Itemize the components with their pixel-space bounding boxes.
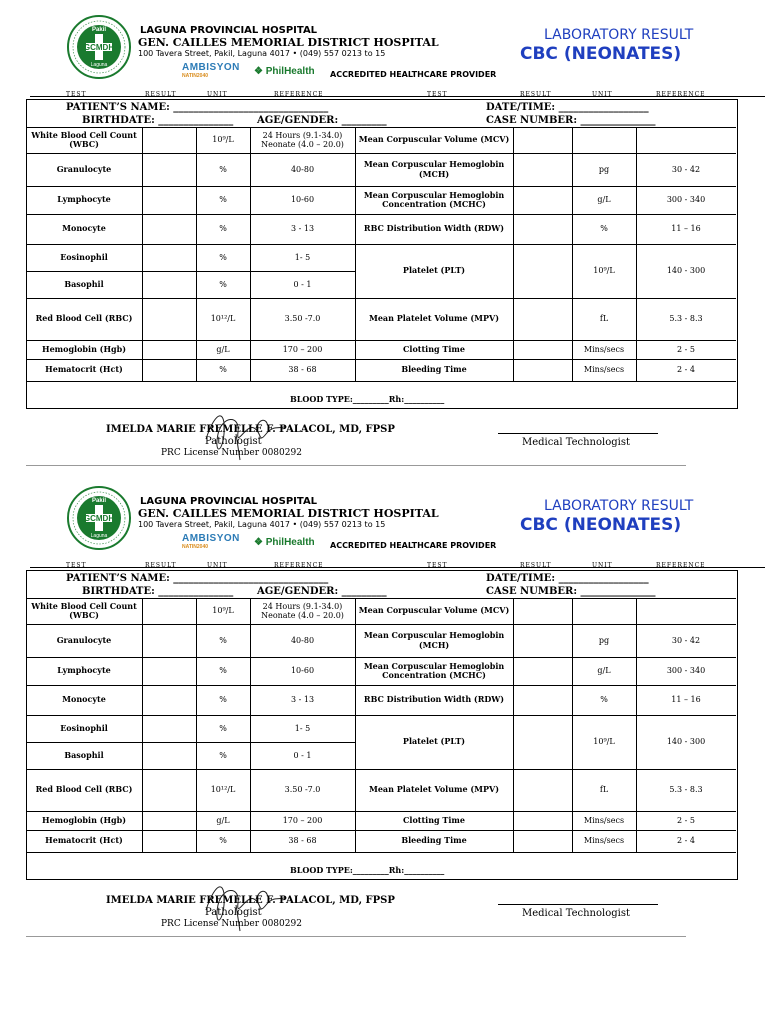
reference-cell: 3.50 -7.0 <box>284 314 321 324</box>
case-number-field[interactable]: CASE NUMBER: _______________ <box>486 115 656 126</box>
pathologist-license: PRC License Number 0080292 <box>161 919 302 929</box>
hospital-name-provincial: LAGUNA PROVINCIAL HOSPITAL <box>140 25 318 36</box>
result-cell[interactable] <box>142 127 196 153</box>
test-name-cell: Mean Corpuscular Hemoglobin Concentration (MCHC) <box>363 189 505 209</box>
reference-cell: 2 - 4 <box>677 836 695 846</box>
result-cell[interactable] <box>513 153 572 186</box>
column-header: TEST <box>66 562 87 569</box>
accredited-provider-label: ACCREDITED HEALTHCARE PROVIDER <box>330 70 497 79</box>
test-name-cell: Hemoglobin (Hgb) <box>42 343 126 354</box>
result-cell[interactable] <box>142 685 196 715</box>
result-cell[interactable] <box>142 769 196 811</box>
medtech-role: Medical Technologist <box>522 908 630 919</box>
test-name-cell: Mean Corpuscular Volume (MCV) <box>358 134 510 145</box>
unit-cell: % <box>219 836 227 846</box>
reference-cell: 3.50 -7.0 <box>284 785 321 795</box>
column-header: RESULT <box>145 91 177 98</box>
unit-cell: pg <box>598 635 610 645</box>
unit-cell: 10⁹/L <box>212 606 234 616</box>
column-header: RESULT <box>520 562 552 569</box>
test-name-cell: RBC Distribution Width (RDW) <box>363 223 505 234</box>
unit-cell: % <box>219 224 227 234</box>
test-name-cell: Lymphocyte <box>57 194 111 205</box>
unit-cell: % <box>219 195 227 205</box>
result-cell[interactable] <box>142 657 196 685</box>
test-name-cell: White Blood Cell Count (WBC) <box>31 600 137 620</box>
hospital-address: 100 Tavera Street, Pakil, Laguna 4017 • (049) 557 0213 to 15 <box>138 520 386 529</box>
result-cell[interactable] <box>513 340 572 359</box>
form-separator <box>26 936 686 937</box>
test-name-cell: Mean Corpuscular Hemoglobin (MCH) <box>363 630 505 650</box>
test-name-cell: Hematocrit (Hct) <box>45 364 123 375</box>
reference-cell: 1- 5 <box>294 252 311 262</box>
accredited-provider-label: ACCREDITED HEALTHCARE PROVIDER <box>330 541 497 550</box>
test-name-cell: Granulocyte <box>56 634 112 645</box>
result-cell[interactable] <box>513 685 572 715</box>
column-header: TEST <box>427 562 448 569</box>
test-name-cell: Lymphocyte <box>57 665 111 676</box>
reference-cell: 11 – 16 <box>671 695 701 705</box>
test-name-cell: White Blood Cell Count (WBC) <box>31 129 137 149</box>
reference-cell: 170 – 200 <box>282 344 323 354</box>
column-header: RESULT <box>145 562 177 569</box>
result-cell[interactable] <box>142 340 196 359</box>
test-name-cell: Mean Platelet Volume (MPV) <box>368 784 499 795</box>
unit-cell: 10⁹/L <box>593 737 615 747</box>
column-header: UNIT <box>592 562 613 569</box>
medtech-signature-line[interactable] <box>498 433 658 434</box>
result-cell[interactable] <box>513 657 572 685</box>
unit-cell: % <box>219 695 227 705</box>
reference-cell <box>636 127 736 153</box>
ambisyon-subtext: NATIN2040 <box>182 544 209 550</box>
result-cell[interactable] <box>513 214 572 244</box>
pathologist-role: Pathologist <box>205 436 262 447</box>
logo-main-text: GCMDH <box>83 514 115 523</box>
reference-cell: 170 – 200 <box>282 815 323 825</box>
logo-bottom-text: Laguna <box>90 62 108 68</box>
philhealth-text: PhilHealth <box>265 537 315 548</box>
test-name-cell: Red Blood Cell (RBC) <box>35 313 133 324</box>
unit-cell: % <box>219 750 227 760</box>
test-name-cell: Hematocrit (Hct) <box>45 835 123 846</box>
philhealth-icon: ❖ <box>254 537 263 548</box>
test-name-cell: Mean Corpuscular Hemoglobin (MCH) <box>363 159 505 179</box>
reference-cell: 24 Hours (9.1-34.0) Neonate (4.0 – 20.0) <box>261 601 344 620</box>
hospital-name-provincial: LAGUNA PROVINCIAL HOSPITAL <box>140 496 318 507</box>
hospital-name-district: GEN. CAILLES MEMORIAL DISTRICT HOSPITAL <box>138 36 439 49</box>
column-header: UNIT <box>592 91 613 98</box>
test-name-cell: Granulocyte <box>56 163 112 174</box>
unit-cell: 10⁹/L <box>212 135 234 145</box>
result-cell[interactable] <box>513 598 572 624</box>
column-header: RESULT <box>520 91 552 98</box>
ambisyon-text: AMBISYON <box>182 62 240 73</box>
blood-type-field[interactable]: BLOOD TYPE:_________Rh:__________ <box>290 865 445 875</box>
reference-cell: 140 - 300 <box>666 737 706 747</box>
test-name-cell: Platelet (PLT) <box>402 265 466 276</box>
result-cell[interactable] <box>513 186 572 214</box>
ambisyon-text: AMBISYON <box>182 533 240 544</box>
test-name-cell: Monocyte <box>62 223 106 234</box>
unit-cell: % <box>219 635 227 645</box>
result-cell[interactable] <box>142 359 196 381</box>
reference-cell: 3 - 13 <box>290 224 315 234</box>
philhealth-logo <box>254 66 315 77</box>
reference-cell: 40-80 <box>290 635 315 645</box>
unit-cell: % <box>219 252 227 262</box>
hospital-seal-icon <box>66 485 132 551</box>
laboratory-result-label: LABORATORY RESULT <box>544 498 694 514</box>
result-cell[interactable] <box>142 715 196 742</box>
blood-type-field[interactable]: BLOOD TYPE:_________Rh:__________ <box>290 394 445 404</box>
reference-cell: 0 - 1 <box>293 279 312 289</box>
unit-cell: % <box>219 723 227 733</box>
reference-cell: 38 - 68 <box>288 365 317 375</box>
result-cell[interactable] <box>513 811 572 830</box>
date-time-field[interactable]: DATE/TIME: __________________ <box>486 102 649 113</box>
unit-cell: Mins/secs <box>583 344 625 354</box>
column-header: UNIT <box>207 562 228 569</box>
reference-cell: 24 Hours (9.1-34.0) Neonate (4.0 – 20.0) <box>261 130 344 149</box>
unit-cell: Mins/secs <box>583 836 625 846</box>
row-divider <box>26 852 736 853</box>
age-gender-field[interactable]: AGE/GENDER: _________ <box>257 115 387 126</box>
test-name-cell: Mean Corpuscular Hemoglobin Concentration (MCHC) <box>363 660 505 680</box>
reference-cell: 2 - 5 <box>677 344 695 354</box>
unit-cell: % <box>219 666 227 676</box>
logo-main-text: GCMDH <box>83 43 115 52</box>
unit-cell: Mins/secs <box>583 365 625 375</box>
header-divider <box>30 567 765 568</box>
reference-cell: 40-80 <box>290 164 315 174</box>
reference-cell: 30 - 42 <box>671 164 701 174</box>
result-cell[interactable] <box>142 244 196 271</box>
row-divider <box>26 381 736 382</box>
reference-cell: 300 - 340 <box>666 666 706 676</box>
reference-cell: 1- 5 <box>294 723 311 733</box>
laboratory-result-label: LABORATORY RESULT <box>544 27 694 43</box>
test-name-cell: Basophil <box>64 749 104 760</box>
result-cell[interactable] <box>513 715 572 769</box>
unit-cell: % <box>219 365 227 375</box>
test-name-cell: Clotting Time <box>403 343 465 354</box>
lab-result-form-1 <box>0 0 768 470</box>
pathologist-license: PRC License Number 0080292 <box>161 448 302 458</box>
result-cell[interactable] <box>142 742 196 769</box>
unit-cell <box>572 598 636 624</box>
ambisyon-subtext: NATIN2040 <box>182 73 209 79</box>
result-cell[interactable] <box>142 830 196 852</box>
unit-cell: 10¹²/L <box>210 785 236 795</box>
unit-cell: % <box>219 279 227 289</box>
test-name-cell: Monocyte <box>62 694 106 705</box>
reference-cell: 140 - 300 <box>666 266 706 276</box>
reference-cell: 0 - 1 <box>293 750 312 760</box>
test-name-cell: Eosinophil <box>60 251 108 262</box>
result-cell[interactable] <box>513 127 572 153</box>
header-divider <box>30 96 765 97</box>
unit-cell: 10⁹/L <box>593 266 615 276</box>
date-time-field[interactable]: DATE/TIME: __________________ <box>486 573 649 584</box>
result-cell[interactable] <box>142 271 196 298</box>
unit-cell: fL <box>599 785 609 795</box>
hospital-seal-icon <box>66 14 132 80</box>
column-header: UNIT <box>207 91 228 98</box>
test-name-cell: Hemoglobin (Hgb) <box>42 814 126 825</box>
hospital-address: 100 Tavera Street, Pakil, Laguna 4017 • (049) 557 0213 to 15 <box>138 49 386 58</box>
column-header: REFERENCE <box>274 91 324 98</box>
pathologist-name: IMELDA MARIE FREMELLE F. PALACOL, MD, FPSP <box>106 424 395 435</box>
unit-cell: g/L <box>597 195 611 205</box>
result-cell[interactable] <box>513 244 572 298</box>
philhealth-icon: ❖ <box>254 66 263 77</box>
philhealth-text: PhilHealth <box>265 66 315 77</box>
column-header: REFERENCE <box>656 562 706 569</box>
result-cell[interactable] <box>142 153 196 186</box>
test-title: CBC (NEONATES) <box>520 515 682 535</box>
unit-cell: % <box>600 695 608 705</box>
reference-cell: 11 – 16 <box>671 224 701 234</box>
unit-cell: g/L <box>216 815 230 825</box>
hospital-name-district: GEN. CAILLES MEMORIAL DISTRICT HOSPITAL <box>138 507 439 520</box>
test-title: CBC (NEONATES) <box>520 44 682 64</box>
form-separator <box>26 465 686 466</box>
patient-name-field[interactable]: PATIENT’S NAME: _______________________________ <box>66 573 329 584</box>
pathologist-name: IMELDA MARIE FREMELLE F. PALACOL, MD, FPSP <box>106 895 395 906</box>
reference-cell: 5.3 - 8.3 <box>669 785 703 795</box>
ambisyon-logo <box>182 533 240 550</box>
unit-cell: g/L <box>597 666 611 676</box>
birthdate-field[interactable]: BIRTHDATE: _______________ <box>82 586 234 597</box>
birthdate-field[interactable]: BIRTHDATE: _______________ <box>82 115 234 126</box>
case-number-field[interactable]: CASE NUMBER: _______________ <box>486 586 656 597</box>
test-name-cell: Bleeding Time <box>401 835 467 846</box>
reference-cell: 2 - 5 <box>677 815 695 825</box>
result-cell[interactable] <box>513 830 572 852</box>
result-cell[interactable] <box>142 624 196 657</box>
logo-top-text: Pakil <box>91 498 107 504</box>
unit-cell: Mins/secs <box>583 815 625 825</box>
result-cell[interactable] <box>513 359 572 381</box>
result-cell[interactable] <box>142 214 196 244</box>
reference-cell <box>636 598 736 624</box>
ambisyon-logo <box>182 62 240 79</box>
logo-top-text: Pakil <box>91 27 107 33</box>
patient-name-field[interactable]: PATIENT’S NAME: _______________________________ <box>66 102 329 113</box>
column-header: TEST <box>427 91 448 98</box>
unit-cell: pg <box>598 164 610 174</box>
lab-result-form-2 <box>0 471 768 941</box>
test-name-cell: Bleeding Time <box>401 364 467 375</box>
reference-cell: 38 - 68 <box>288 836 317 846</box>
result-cell[interactable] <box>142 186 196 214</box>
test-name-cell: Clotting Time <box>403 814 465 825</box>
philhealth-logo <box>254 537 315 548</box>
result-cell[interactable] <box>142 598 196 624</box>
reference-cell: 10-60 <box>290 195 315 205</box>
unit-cell: 10¹²/L <box>210 314 236 324</box>
medtech-role: Medical Technologist <box>522 437 630 448</box>
result-cell[interactable] <box>513 624 572 657</box>
reference-cell: 300 - 340 <box>666 195 706 205</box>
reference-cell: 5.3 - 8.3 <box>669 314 703 324</box>
unit-cell: g/L <box>216 344 230 354</box>
reference-cell: 30 - 42 <box>671 635 701 645</box>
result-cell[interactable] <box>513 298 572 340</box>
unit-cell <box>572 127 636 153</box>
logo-bottom-text: Laguna <box>90 533 108 539</box>
unit-cell: fL <box>599 314 609 324</box>
result-cell[interactable] <box>142 811 196 830</box>
column-header: REFERENCE <box>274 562 324 569</box>
test-name-cell: Red Blood Cell (RBC) <box>35 784 133 795</box>
test-name-cell: Mean Corpuscular Volume (MCV) <box>358 605 510 616</box>
age-gender-field[interactable]: AGE/GENDER: _________ <box>257 586 387 597</box>
column-header: TEST <box>66 91 87 98</box>
test-name-cell: RBC Distribution Width (RDW) <box>363 694 505 705</box>
pathologist-role: Pathologist <box>205 907 262 918</box>
unit-cell: % <box>219 164 227 174</box>
test-name-cell: Eosinophil <box>60 722 108 733</box>
reference-cell: 3 - 13 <box>290 695 315 705</box>
reference-cell: 10-60 <box>290 666 315 676</box>
medtech-signature-line[interactable] <box>498 904 658 905</box>
test-name-cell: Mean Platelet Volume (MPV) <box>368 313 499 324</box>
result-cell[interactable] <box>142 298 196 340</box>
test-name-cell: Platelet (PLT) <box>402 736 466 747</box>
unit-cell: % <box>600 224 608 234</box>
test-name-cell: Basophil <box>64 278 104 289</box>
column-header: REFERENCE <box>656 91 706 98</box>
reference-cell: 2 - 4 <box>677 365 695 375</box>
result-cell[interactable] <box>513 769 572 811</box>
